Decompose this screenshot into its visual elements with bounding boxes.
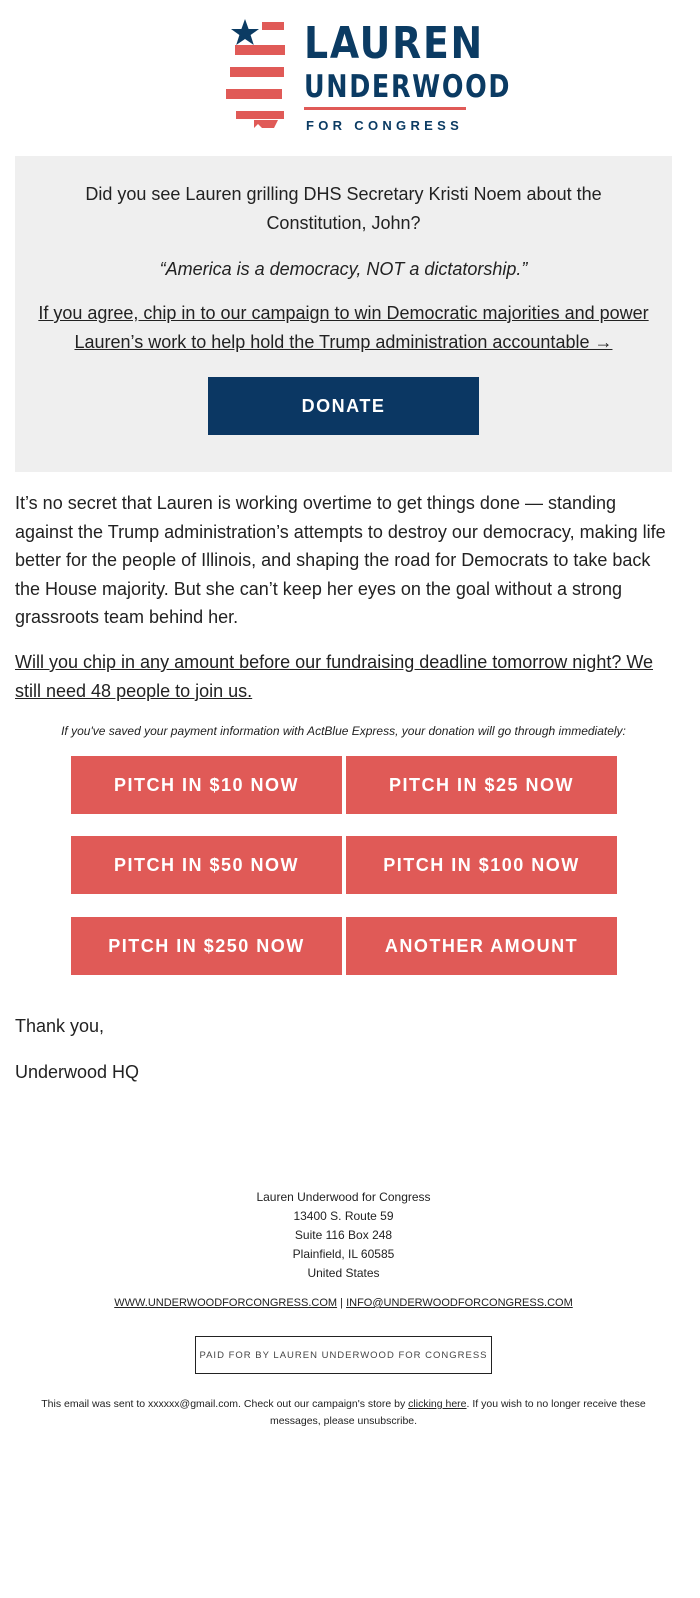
- link-separator: |: [337, 1297, 347, 1309]
- signoff-signature: Underwood HQ: [15, 1062, 140, 1082]
- address-line: 13400 S. Route 59: [293, 1209, 394, 1223]
- website-link[interactable]: WWW.UNDERWOODFORCONGRESS.COM: [114, 1297, 338, 1309]
- address-line: Lauren Underwood for Congress: [256, 1190, 431, 1204]
- pitch-100-button[interactable]: PITCH IN $100 NOW: [346, 836, 617, 894]
- logo-divider: [304, 107, 466, 110]
- another-amount-button[interactable]: ANOTHER AMOUNT: [346, 917, 617, 975]
- email-link[interactable]: INFO@UNDERWOODFORCONGRESS.COM: [346, 1297, 573, 1309]
- chip-in-link[interactable]: Will you chip in any amount before our fundraising deadline tomorrow night? We still need 48 people to join us.: [15, 652, 654, 701]
- callout-donate-link[interactable]: If you agree, chip in to our campaign to win Democratic majorities and power Lauren’s work to help hold the Trump administration accountable →: [38, 303, 649, 352]
- logo-tagline: FOR CONGRESS: [306, 118, 464, 133]
- store-link[interactable]: clicking here: [408, 1398, 467, 1410]
- illinois-flag-map-icon: [226, 18, 290, 134]
- address-line: United States: [307, 1266, 380, 1280]
- pitch-50-button[interactable]: PITCH IN $50 NOW: [71, 836, 342, 894]
- paid-for-disclaimer: PAID FOR BY LAUREN UNDERWOOD FOR CONGRESS: [195, 1336, 492, 1374]
- mailing-address: [0, 1188, 687, 1283]
- pitch-25-button[interactable]: PITCH IN $25 NOW: [346, 756, 617, 814]
- pitch-250-button[interactable]: PITCH IN $250 NOW: [71, 917, 342, 975]
- address-line: Suite 116 Box 248: [294, 1228, 393, 1242]
- callout-quote: “America is a democracy, NOT a dictatorship.”: [159, 259, 528, 279]
- campaign-logo: [226, 18, 512, 138]
- disclaimer-text-end: . If you wish to no longer receive these messages, please unsubscribe.: [269, 1398, 646, 1427]
- logo-last-name: UNDERWOOD: [304, 69, 512, 105]
- logo-first-name: LAUREN: [304, 18, 484, 69]
- email-disclaimer: [25, 1396, 662, 1430]
- pitch-10-button[interactable]: PITCH IN $10 NOW: [71, 756, 342, 814]
- signoff-thanks: Thank you,: [15, 1016, 105, 1036]
- address-line: Plainfield, IL 60585: [292, 1247, 395, 1261]
- body-paragraph: It’s no secret that Lauren is working overtime to get things done — standing against the Trump administration’s attempts to destroy our democracy, making life better for the people of Illinois, and shaping the road for Democrats to take back the House majority. But she can’t keep her eyes on the goal without a strong grassroots team behind her.: [15, 493, 666, 627]
- callout-box: [15, 156, 672, 472]
- donate-button[interactable]: DONATE: [208, 377, 479, 435]
- callout-intro: Did you see Lauren grilling DHS Secretary Kristi Noem about the Constitution, John?: [85, 184, 602, 233]
- disclaimer-text: This email was sent to xxxxxx@gmail.com. Check out our campaign's store by: [41, 1398, 409, 1410]
- actblue-express-note: If you've saved your payment information with ActBlue Express, your donation will go through immediately:: [61, 724, 626, 738]
- footer-links: [0, 1297, 687, 1309]
